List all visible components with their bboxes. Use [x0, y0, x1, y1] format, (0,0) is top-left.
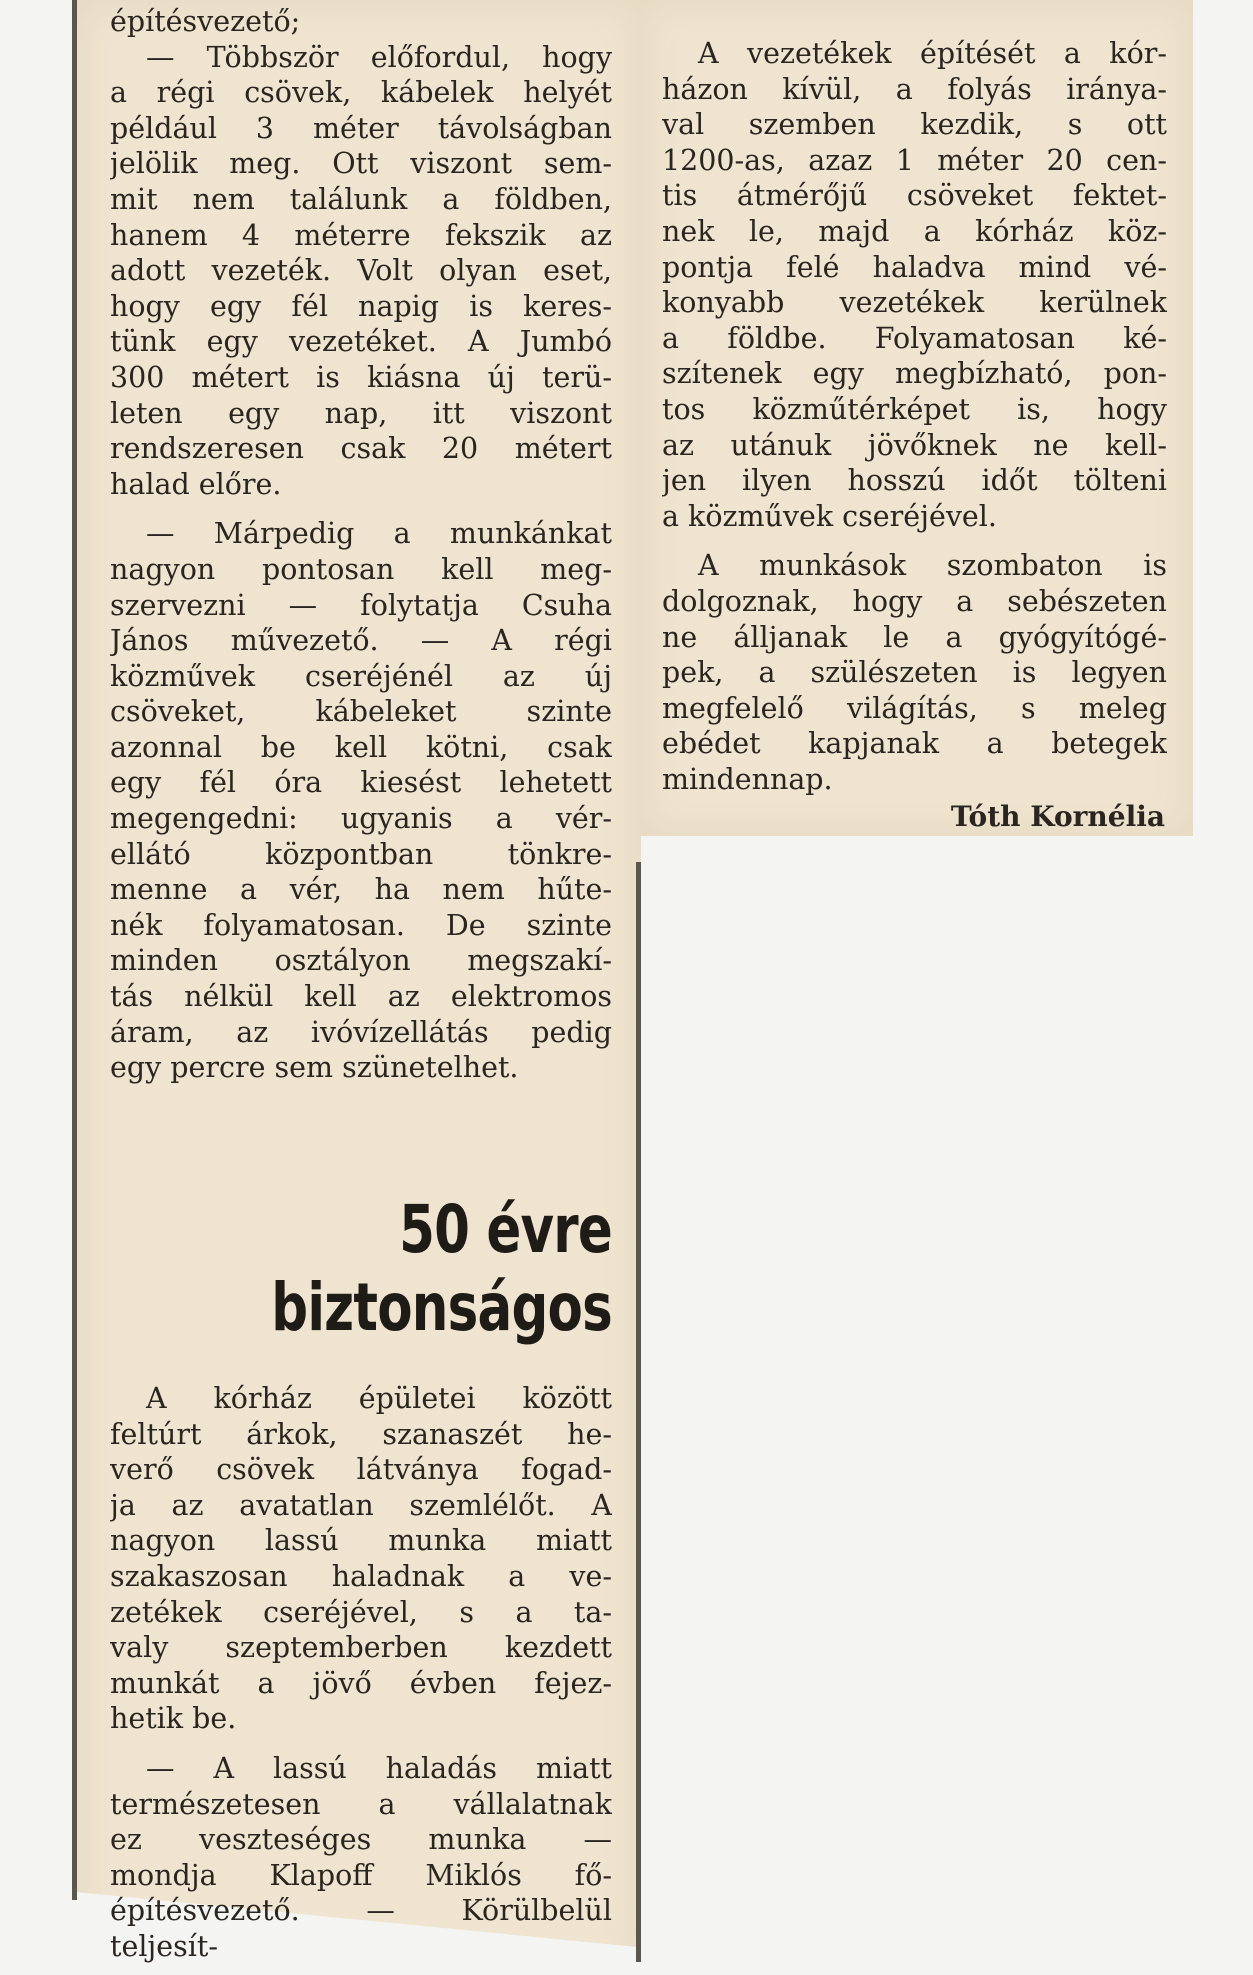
text-line: nek le, majd a kórház köz-: [662, 214, 1167, 248]
text-line: szervezni — folytatja Csuha: [110, 588, 612, 622]
text-line: ja az avatatlan szemlélőt. A: [110, 1488, 612, 1522]
text-line: A kórház épületei között: [146, 1382, 612, 1415]
text-line: ne álljanak le a gyógyítógé-: [662, 620, 1167, 654]
text-line: rendszeresen csak 20 métert: [110, 432, 612, 466]
text-line: szakaszosan haladnak a ve-: [110, 1559, 612, 1593]
text-line: minden osztályon megszakí-: [110, 944, 612, 978]
text-line: egy fél óra kiesést lehetett: [110, 766, 612, 800]
text-line: áram, az ivóvízellátás pedig: [110, 1015, 612, 1049]
text-line: A vezetékek építését a kór-: [698, 37, 1167, 70]
text-line: — Márpedig a munkánkat: [146, 517, 612, 551]
text-line: tis átmérőjű csöveket fektet-: [662, 179, 1167, 213]
text-line: hetik be.: [110, 1702, 237, 1736]
text-line: nagyon lassú munka miatt: [110, 1524, 612, 1558]
text-line: halad előre.: [110, 467, 282, 501]
text-line: mondja Klapoff Miklós fő-: [110, 1858, 612, 1892]
text-line: dolgoznak, hogy a sebészeten: [662, 584, 1167, 618]
text-line: munkát a jövő évben fejez-: [110, 1666, 612, 1700]
text-line: tás nélkül kell az elektromos: [110, 980, 612, 1014]
text-line: konyabb vezetékek kerülnek: [662, 286, 1167, 320]
right-column: [662, 36, 1167, 797]
text-line: nék folyamatosan. De szinte: [110, 908, 612, 942]
column-rule-middle: [636, 862, 641, 1962]
text-line: szítenek egy megbízható, pon-: [662, 357, 1167, 391]
text-line: a régi csövek, kábelek helyét: [110, 76, 612, 110]
text-line: adott vezeték. Volt olyan eset,: [110, 254, 612, 288]
text-line: teljesít-: [110, 1929, 218, 1963]
text-line: pontja felé haladva mind vé-: [662, 250, 1167, 284]
author-byline: Tóth Kornélia: [950, 800, 1165, 833]
text-line: a földbe. Folyamatosan ké-: [662, 321, 1167, 355]
text-line: tos közműtérképet is, hogy: [662, 392, 1167, 426]
text-line: egy percre sem szünetelhet.: [110, 1051, 519, 1085]
text-line: 1200-as, azaz 1 méter 20 cen-: [662, 143, 1167, 177]
text-line: ellátó központban tönkre-: [110, 837, 612, 871]
headline-line-1: 50 évre: [399, 1191, 612, 1268]
text-line: például 3 méter távolságban: [110, 111, 612, 145]
left-column-lower: [110, 1381, 612, 1965]
text-line: A munkások szombaton is: [698, 549, 1167, 583]
text-line: azonnal be kell kötni, csak: [110, 730, 612, 764]
text-line: csöveket, kábeleket szinte: [110, 695, 612, 729]
text-line: 300 métert is kiásna új terü-: [110, 360, 612, 394]
text-line: pek, a szülészeten is legyen: [662, 656, 1167, 690]
text-line: menne a vér, ha nem hűte-: [110, 873, 612, 907]
column-rule-left: [72, 0, 77, 1900]
text-line: házon kívül, a folyás iránya-: [662, 72, 1167, 106]
left-column-upper: [110, 4, 612, 1086]
text-line: hogy egy fél napig is keres-: [110, 289, 612, 323]
headline-line-2: biztonságos: [271, 1269, 612, 1346]
text-line: — Többször előfordul, hogy: [146, 40, 612, 74]
text-line: leten egy nap, itt viszont: [110, 396, 612, 430]
text-line: ez veszteséges munka —: [110, 1823, 612, 1857]
text-line: építésvezető. — Körülbelül: [110, 1894, 612, 1928]
text-line: tünk egy vezetéket. A Jumbó: [110, 325, 612, 359]
text-line: az utánuk jövőknek ne kell-: [662, 428, 1167, 462]
text-line: — A lassú haladás miatt: [146, 1751, 612, 1785]
text-line: jen ilyen hosszú időt tölteni: [662, 464, 1167, 498]
text-line: valy szeptemberben kezdett: [110, 1631, 612, 1665]
text-line: jelölik meg. Ott viszont sem-: [110, 147, 612, 181]
text-line: építésvezető;: [110, 5, 301, 38]
text-line: zetékek cseréjével, s a ta-: [110, 1595, 612, 1629]
text-line: nagyon pontosan kell meg-: [110, 552, 612, 586]
text-line: megfelelő világítás, s meleg: [662, 691, 1167, 725]
text-line: hanem 4 méterre fekszik az: [110, 218, 612, 252]
text-line: verő csövek látványa fogad-: [110, 1453, 612, 1487]
text-line: természetesen a vállalatnak: [110, 1787, 612, 1821]
text-line: mindennap.: [662, 762, 833, 796]
text-line: a közművek cseréjével.: [662, 499, 997, 533]
text-line: ebédet kapjanak a betegek: [662, 727, 1167, 761]
text-line: megengedni: ugyanis a vér-: [110, 802, 612, 836]
text-line: val szemben kezdik, s ott: [662, 108, 1167, 142]
text-line: mit nem találunk a földben,: [110, 182, 612, 216]
text-line: feltúrt árkok, szanaszét he-: [110, 1417, 612, 1451]
text-line: közművek cseréjénél az új: [110, 659, 612, 693]
text-line: János művezető. — A régi: [110, 624, 612, 658]
